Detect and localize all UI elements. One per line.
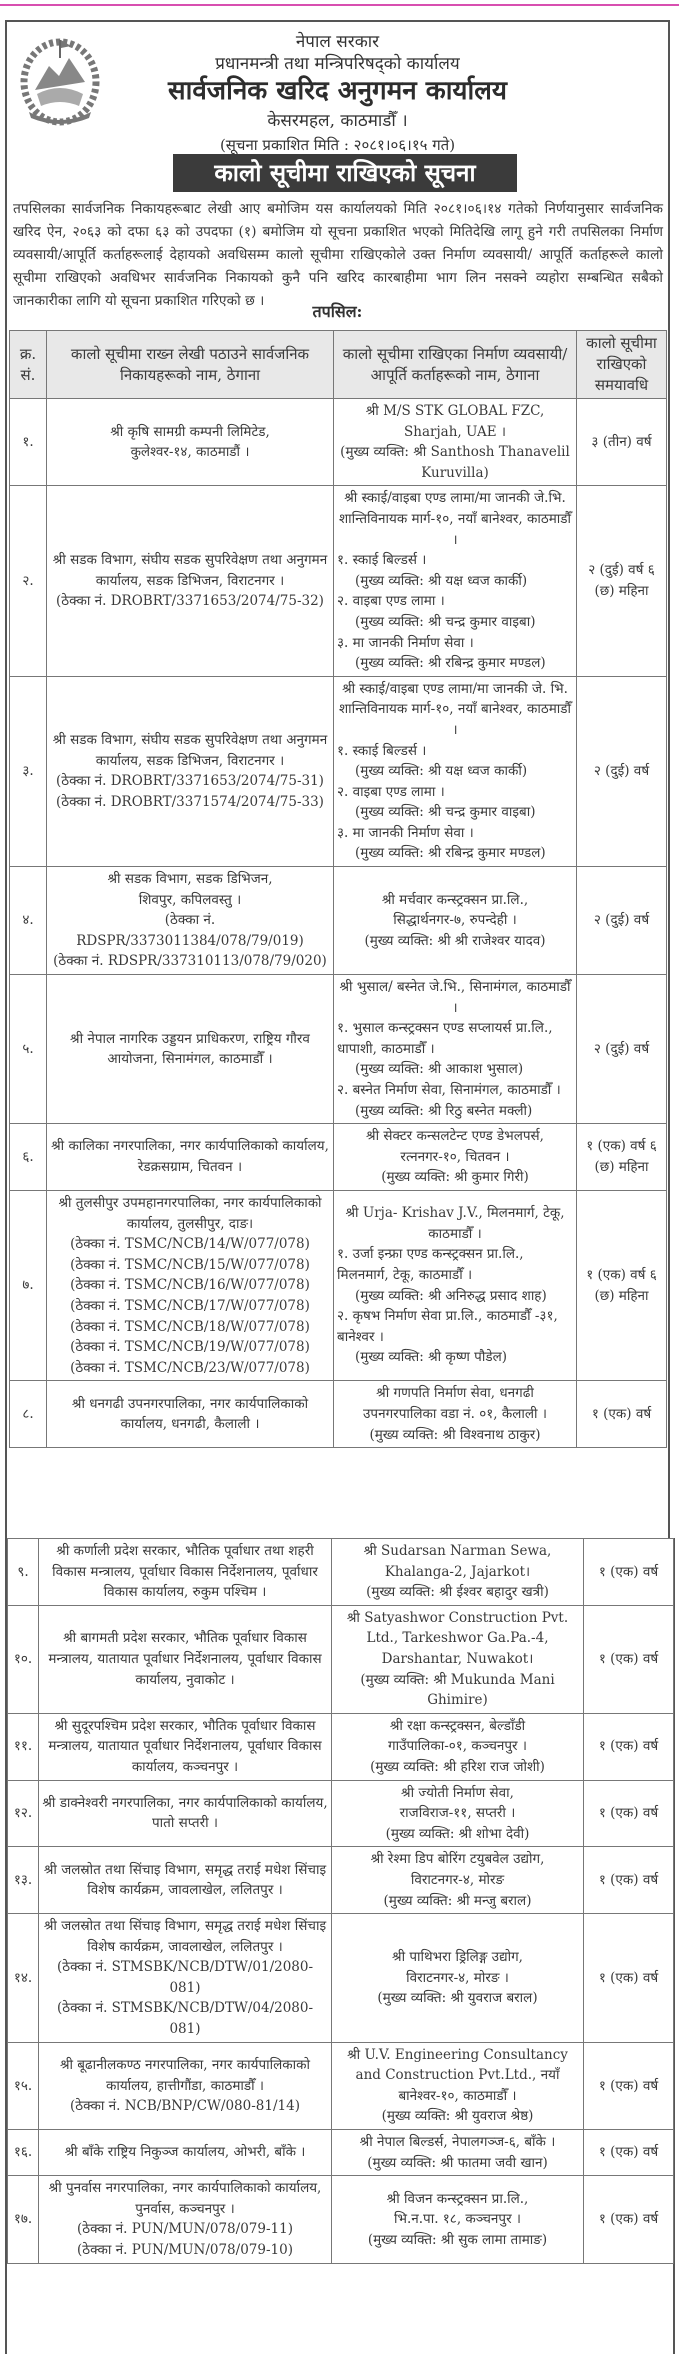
period-cell: २ (दुई) वर्ष ६ (छ) महिना — [577, 486, 667, 676]
contractor-head: श्री Urja- Krishav J.V., मिलनमार्ग, टेकू, काठमाडौँ । — [345, 1205, 565, 1242]
entity-line: श्री सडक विभाग, संघीय सडक सुपरिवेक्षण तथा अनुगमन कार्यालय, सडक डिभिजन, विराटनगर । — [52, 552, 328, 589]
period-cell: १ (एक) वर्ष — [584, 1847, 674, 1914]
top-border-line — [0, 4, 679, 6]
entity-line: श्री सडक विभाग, सडक डिभिजन, — [107, 871, 273, 888]
period-cell: ३ (तीन) वर्ष — [577, 399, 667, 486]
contractor-line: उपनगरपालिका वडा नं. ०१, कैलाली । — [363, 1405, 547, 1422]
contractor-line: (मुख्य व्यक्ति: श्री फातमा जवी खान) — [367, 2154, 548, 2171]
contractor-item-name: ३. मा जानकी निर्माण सेवा । — [337, 824, 474, 841]
entity-cell — [39, 2042, 332, 2129]
serial-cell: १. — [10, 399, 47, 486]
contractor-line: श्री ज्योती निर्माण सेवा, — [401, 1784, 514, 1801]
entity-cell — [47, 676, 334, 866]
header-contractor: कालो सूचीमा राखिएका निर्माण व्यवसायी/आपूर्ति कर्ताहरूको नाम, ठेगाना — [334, 331, 577, 399]
entity-cell — [39, 1914, 332, 2043]
period-cell: १ (एक) वर्ष — [584, 2042, 674, 2129]
contractor-line: विराटनगर-४, मोरङ — [410, 1871, 505, 1888]
entity-cell — [47, 1190, 334, 1380]
serial-cell: ८. — [10, 1381, 47, 1448]
entity-line: (ठेक्का नं. STMSBK/NCB/DTW/01/2080-081) — [56, 1959, 314, 1996]
header-serial: क्र. सं. — [10, 331, 47, 399]
contractor-line: श्री नेपाल बिल्डर्स, नेपालगञ्ज-६, बाँके । — [359, 2134, 556, 2151]
serial-cell: ३. — [10, 676, 47, 866]
period-cell: २ (दुई) वर्ष — [577, 676, 667, 866]
entity-line: (ठेक्का नं. RDSPR/3373011384/078/79/019) — [76, 912, 304, 949]
contractor-item-person: (मुख्य व्यक्ति: श्री चन्द्र कुमार वाइबा) — [355, 804, 536, 821]
contractor-cell — [334, 676, 577, 866]
contractor-line: श्री विजन कन्स्ट्रक्सन प्रा.लि., — [386, 2190, 529, 2207]
entity-cell — [39, 1713, 332, 1780]
serial-cell: १५. — [8, 2042, 39, 2129]
table-header-row — [10, 331, 667, 399]
contractor-cell — [332, 2130, 584, 2176]
notice-page-1 — [5, 20, 670, 1538]
entity-line: (ठेक्का नं. TSMC/NCB/14/W/077/078) — [70, 1236, 310, 1253]
period-cell: १ (एक) वर्ष — [584, 1914, 674, 2043]
period-cell: १ (एक) वर्ष ६ (छ) महिना — [577, 1190, 667, 1380]
table-row — [8, 1847, 674, 1914]
contractor-line: (मुख्य व्यक्ति: श्री ईश्वर बहादुर खत्री) — [366, 1584, 549, 1601]
period-cell: १ (एक) वर्ष — [584, 1539, 674, 1606]
contractor-cell — [332, 1539, 584, 1606]
contractor-cell — [334, 1124, 577, 1191]
serial-cell: ७. — [10, 1190, 47, 1380]
contractor-head: श्री स्काई/वाइबा एण्ड लामा/मा जानकी जे. भि. शान्तिविनायक मार्ग-१०, नयाँ बानेश्वर, काठमाडौँ । — [338, 680, 571, 738]
contractor-line: श्री पाथिभरा ड्रिलिङ्ग उद्योग, — [392, 1948, 523, 1965]
contractor-cell — [334, 486, 577, 676]
table-row — [8, 2130, 674, 2176]
contractor-line: गाउँपालिका-०१, कञ्चनपुर । — [388, 1738, 527, 1755]
entity-line: (ठेक्का नं. DROBRT/3371653/2074/75-32) — [56, 593, 324, 610]
entity-cell — [47, 1381, 334, 1448]
contractor-line: श्री रेश्मा डिप बोरिंग टयुबवेल उद्योग, — [370, 1851, 545, 1868]
contractor-line: श्री U.V. Engineering Consultancy and Construction Pvt.Ltd., नयाँ बानेश्वर-१०, काठमाडौँ । — [347, 2046, 568, 2104]
entity-line: शिवपुर, कपिलवस्तु । — [138, 891, 242, 908]
period-cell: १ (एक) वर्ष — [584, 2176, 674, 2263]
table-row — [10, 975, 667, 1124]
entity-line: श्री बूढानीलकण्ठ नगरपालिका, नगर कार्यपालिकाको कार्यालय, हात्तीगौंडा, काठमाडौँ । — [59, 2056, 311, 2094]
entity-line: श्री जलस्रोत तथा सिंचाइ विभाग, समृद्ध तराई मधेश सिंचाइ विशेष कार्यक्रम, जावलाखेल, ललितपुर । — [43, 1918, 327, 1955]
contractor-line: भि.न.पा. १८, कञ्चनपुर । — [393, 2211, 522, 2228]
contractor-line: (मुख्य व्यक्ति: श्री युवराज श्रेष्ठ) — [381, 2108, 534, 2125]
contractor-item-person: (मुख्य व्यक्ति: श्री रबिन्द्र कुमार मण्डल) — [355, 845, 546, 862]
serial-cell: ६. — [10, 1124, 47, 1191]
serial-cell: १६. — [8, 2130, 39, 2176]
entity-line: (ठेक्का नं. TSMC/NCB/18/W/077/078) — [70, 1318, 310, 1335]
table-row — [8, 1539, 674, 1606]
contractor-line: श्री Satyashwor Construction Pvt. Ltd., Tarkeshwor Ga.Pa.-4, Darshantar, Nuwakot। — [346, 1609, 569, 1667]
table-row — [8, 1605, 674, 1713]
header-period: कालो सूचीमा राखिएको समयावधि — [577, 331, 667, 399]
serial-cell: ११. — [8, 1713, 39, 1780]
contractor-cell — [334, 975, 577, 1124]
entity-line: (ठेक्का नं. TSMC/NCB/15/W/077/078) — [70, 1256, 310, 1273]
contractor-item-name: २. बस्नेत निर्माण सेवा, सिनामंगल, काठमाडौँ । — [337, 1082, 561, 1098]
period-cell: १ (एक) वर्ष — [584, 2130, 674, 2176]
period-cell: १ (एक) वर्ष — [577, 1381, 667, 1448]
entity-line: श्री सुदूरपश्चिम प्रदेश सरकार, भौतिक पूर्वाधार विकास मन्त्रालय, यातायात पूर्वाधार निर्देशनालय, पूर्वाधार विकास कार्यालय, कञ्चनपुर । — [48, 1717, 322, 1775]
entity-line: श्री जलस्रोत तथा सिंचाइ विभाग, समृद्ध तराई मधेश सिंचाइ विशेष कार्यक्रम, जावलाखेल, ललितपुर । — [43, 1861, 327, 1899]
period-cell: २ (दुई) वर्ष — [577, 975, 667, 1124]
table-row — [10, 399, 667, 486]
header-office: सार्वजनिक खरिद अनुगमन कार्यालय — [168, 76, 507, 106]
contractor-item-name: १. उर्जा इन्फ्रा एण्ड कन्स्ट्रक्सन प्रा.लि., मिलनमार्ग, टेकू, काठमाडौँ । — [337, 1246, 524, 1284]
contractor-cell — [334, 1190, 577, 1380]
header-government: नेपाल सरकार — [295, 32, 380, 52]
contractor-line: (मुख्य व्यक्ति: श्री श्री राजेश्वर यादव) — [364, 932, 546, 949]
entity-line: श्री बागमती प्रदेश सरकार, भौतिक पूर्वाधार विकास मन्त्रालय, यातायात पूर्वाधार निर्देशनालय, पूर्वाधार विकास कार्यालय, नुवाकोट । — [48, 1630, 322, 1688]
contractor-cell — [332, 1605, 584, 1713]
entity-line: (ठेक्का नं. DROBRT/3371574/2074/75-33) — [56, 793, 324, 810]
entity-line: कुलेश्वर-१४, काठमाडौं । — [130, 444, 250, 461]
contractor-item-person: (मुख्य व्यक्ति: श्री रबिन्द्र कुमार मण्डल) — [355, 655, 546, 672]
entity-line: (ठेक्का नं. TSMC/NCB/23/W/077/078) — [70, 1359, 310, 1376]
serial-cell: १३. — [8, 1847, 39, 1914]
table-row — [8, 2176, 674, 2263]
entity-line: श्री कृषि सामग्री कम्पनी लिमिटेड, — [110, 423, 270, 440]
contractor-line: श्री रक्षा कन्स्ट्रक्सन, बेल्डाँडी — [389, 1717, 526, 1734]
entity-line: (ठेक्का नं. STMSBK/NCB/DTW/04/2080-081) — [56, 2000, 314, 2038]
table-row — [8, 1914, 674, 2043]
entity-cell — [47, 1124, 334, 1191]
contractor-line: (मुख्य व्यक्ति: श्री हरिश राज जोशी) — [370, 1758, 545, 1775]
entity-cell — [47, 975, 334, 1124]
serial-cell: ४. — [10, 867, 47, 975]
table-row — [10, 676, 667, 866]
table-row — [8, 2042, 674, 2129]
header-ministry: प्रधानमन्त्री तथा मन्त्रिपरिषद्को कार्यालय — [215, 54, 460, 74]
contractor-line: (मुख्य व्यक्ति: श्री विश्वनाथ ठाकुर) — [369, 1426, 541, 1443]
serial-cell: १२. — [8, 1780, 39, 1847]
contractor-line: (मुख्य व्यक्ति: श्री युवराज बराल) — [377, 1990, 538, 2007]
table-row — [10, 1124, 667, 1191]
header-entity: कालो सूचीमा राख्न लेखी पठाउने सार्वजनिक निकायहरूको नाम, ठेगाना — [47, 331, 334, 399]
contractor-item-person: (मुख्य व्यक्ति: श्री यक्ष ध्वज कार्की) — [355, 572, 528, 589]
period-cell: २ (दुई) वर्ष — [577, 867, 667, 975]
entity-cell — [39, 1847, 332, 1914]
entity-line: (ठेक्का नं. DROBRT/3371653/2074/75-31) — [56, 773, 324, 790]
table-row — [10, 867, 667, 975]
notice-title: कालो सूचीमा राखिएको सूचना — [173, 154, 517, 192]
contractor-line: (मुख्य व्यक्ति: श्री सुक लामा तामाङ) — [367, 2231, 548, 2248]
entity-cell — [47, 486, 334, 676]
contractor-item-person: (मुख्य व्यक्ति: श्री चन्द्र कुमार वाइबा) — [355, 613, 536, 630]
contractor-item-person: (मुख्य व्यक्ति: श्री आकाश भुसाल) — [355, 1061, 524, 1078]
entity-line: (ठेक्का नं. PUN/MUN/078/079-11) — [77, 2221, 293, 2238]
serial-cell: १४. — [8, 1914, 39, 2043]
contractor-line: Sharjah, UAE । — [404, 423, 506, 440]
contractor-cell — [332, 1914, 584, 2043]
contractor-item-person: (मुख्य व्यक्ति: श्री यक्ष ध्वज कार्की) — [355, 763, 528, 780]
entity-line: (ठेक्का नं. RDSPR/337310113/078/79/020) — [53, 953, 327, 970]
entity-cell — [47, 867, 334, 975]
serial-cell: २. — [10, 486, 47, 676]
period-cell: १ (एक) वर्ष ६ (छ) महिना — [577, 1124, 667, 1191]
contractor-cell — [332, 1780, 584, 1847]
contractor-item-name: १. स्काई बिल्डर्स । — [337, 552, 427, 569]
contractor-line: विराटनगर-४, मोरङ । — [406, 1969, 509, 1986]
contractor-cell — [332, 1847, 584, 1914]
contractor-item-name: १. भुसाल कन्स्ट्रक्सन एण्ड सप्लायर्स प्रा.लि., धापाशी, काठमाडौँ । — [337, 1020, 553, 1057]
contractor-item-name: १. स्काई बिल्डर्स । — [337, 742, 427, 759]
contractor-item-name: ३. मा जानकी निर्माण सेवा । — [337, 634, 474, 651]
entity-cell — [39, 1539, 332, 1606]
contractor-cell — [334, 1381, 577, 1448]
entity-line: (ठेक्का नं. NCB/BNP/CW/080-81/14) — [70, 2098, 300, 2115]
contractor-line: राजविराज-११, सप्तरी । — [399, 1805, 516, 1822]
contractor-line: Khalanga-2, Jajarkot। — [384, 1563, 531, 1580]
table-row — [8, 1713, 674, 1780]
contractor-line: (मुख्य व्यक्ति: श्री शोभा देवी) — [385, 1825, 530, 1842]
serial-cell: ५. — [10, 975, 47, 1124]
entity-line: श्री बाँके राष्ट्रिय निकुञ्ज कार्यालय, ओभरी, बाँके । — [64, 2144, 306, 2161]
serial-cell: १७. — [8, 2176, 39, 2263]
blacklist-table-part1 — [9, 330, 667, 1448]
table-row — [10, 1381, 667, 1448]
published-date: (सूचना प्रकाशित मिति : २०८१।०६।१५ गते) — [219, 136, 456, 154]
blacklist-table-part2 — [7, 1538, 674, 2264]
entity-cell — [39, 2130, 332, 2176]
contractor-line: श्री गणपति निर्माण सेवा, धनगढी — [376, 1385, 534, 1402]
contractor-item-name: २. वाइबा एण्ड लामा । — [337, 593, 445, 610]
table-row — [10, 1190, 667, 1380]
contractor-cell — [332, 2176, 584, 2263]
contractor-cell — [332, 2042, 584, 2129]
contractor-line: रत्ननगर-१०, चितवन । — [400, 1148, 510, 1165]
contractor-item-name: २. कृषभ निर्माण सेवा प्रा.लि., काठमाडौँ -३१, बानेश्वर । — [337, 1308, 558, 1345]
contractor-cell — [334, 867, 577, 975]
contractor-head: श्री स्काई/वाइबा एण्ड लामा/मा जानकी जे.भि. शान्तिविनायक मार्ग-१०, नयाँ बानेश्वर, काठमाडौँ । — [338, 490, 571, 548]
entity-line: श्री डाक्नेश्वरी नगरपालिका, नगर कार्यपालिकाको कार्यालय, पातो सप्तरी । — [42, 1794, 328, 1832]
entity-cell — [47, 399, 334, 486]
contractor-item-person: (मुख्य व्यक्ति: श्री कृष्ण पौडेल) — [355, 1349, 507, 1366]
contractor-head: श्री भुसाल/ बस्नेत जे.भि., सिनामंगल, काठमाडौँ । — [339, 979, 571, 1016]
contractor-line: श्री Sudarsan Narman Sewa, — [363, 1543, 552, 1559]
contractor-line: (मुख्य व्यक्ति: श्री Mukunda Mani Ghimire) — [360, 1671, 555, 1709]
contractor-line: श्री सेक्टर कन्सलटेन्ट एण्ड डेभलपर्स, — [366, 1128, 544, 1145]
contractor-line: श्री M/S STK GLOBAL FZC, — [365, 403, 545, 419]
serial-cell: ९. — [8, 1539, 39, 1606]
entity-cell — [39, 1605, 332, 1713]
period-cell: १ (एक) वर्ष — [584, 1605, 674, 1713]
entity-cell — [39, 1780, 332, 1847]
entity-line: (ठेक्का नं. TSMC/NCB/16/W/077/078) — [70, 1277, 310, 1294]
serial-cell: १०. — [8, 1605, 39, 1713]
contractor-cell — [332, 1713, 584, 1780]
entity-line: श्री सडक विभाग, संघीय सडक सुपरिवेक्षण तथा अनुगमन कार्यालय, सडक डिभिजन, विराटनगर । — [52, 732, 328, 769]
entity-line: श्री तुलसीपुर उपमहानगरपालिका, नगर कार्यपालिकाको कार्यालय, तुलसीपुर, दाङ। — [58, 1194, 322, 1232]
contractor-item-person: (मुख्य व्यक्ति: श्री अनिरुद्ध प्रसाद शाह) — [355, 1287, 547, 1304]
contractor-line: (मुख्य व्यक्ति: श्री Santhosh Thanavelil Kuruvilla) — [340, 444, 570, 481]
period-cell: १ (एक) वर्ष — [584, 1780, 674, 1847]
contractor-line: श्री मर्चवार कन्स्ट्रक्सन प्रा.लि., — [381, 891, 529, 908]
header-address: केसरमहल, काठमाडौँ । — [267, 111, 408, 131]
contractor-line: (मुख्य व्यक्ति: श्री कुमार गिरी) — [381, 1169, 529, 1186]
tapsil-label: तपसिल: — [312, 302, 363, 321]
contractor-cell — [334, 399, 577, 486]
entity-line: श्री कर्णाली प्रदेश सरकार, भौतिक पूर्वाधार तथा शहरी विकास मन्त्रालय, पूर्वाधार विकास निर्देशनालय, पूर्वाधार विकास कार्यालय, रुकुम पश्चिम । — [52, 1543, 318, 1601]
entity-line: (ठेक्का नं. PUN/MUN/078/079-10) — [77, 2242, 293, 2258]
contractor-item-person: (मुख्य व्यक्ति: श्री रिठु बस्नेत मक्ली) — [355, 1102, 533, 1119]
notice-page-2 — [5, 1538, 675, 2354]
entity-cell — [39, 2176, 332, 2263]
entity-line: (ठेक्का नं. TSMC/NCB/17/W/077/078) — [70, 1297, 310, 1314]
table-row — [8, 1780, 674, 1847]
contractor-item-name: २. वाइबा एण्ड लामा । — [337, 783, 445, 800]
contractor-line: (मुख्य व्यक्ति: श्री मन्जु बराल) — [383, 1892, 532, 1909]
entity-line: श्री कालिका नगरपालिका, नगर कार्यपालिकाको कार्यालय, रेडक्रसग्राम, चितवन । — [51, 1138, 329, 1176]
contractor-line: सिद्धार्थनगर-७, रुपन्देही । — [393, 912, 517, 929]
entity-line: श्री पुनर्वास नगरपालिका, नगर कार्यपालिकाको कार्यालय, पुनर्वास, कञ्चनपुर । — [48, 2180, 322, 2217]
period-cell: १ (एक) वर्ष — [584, 1713, 674, 1780]
entity-line: (ठेक्का नं. TSMC/NCB/19/W/077/078) — [70, 1339, 310, 1356]
table-row — [10, 486, 667, 676]
entity-line: श्री धनगढी उपनगरपालिका, नगर कार्यपालिकाको कार्यालय, धनगढी, कैलाली । — [71, 1395, 309, 1433]
entity-line: श्री नेपाल नागरिक उड्डयन प्राधिकरण, राष्ट्रिय गौरव आयोजना, सिनामंगल, काठमाडौँ । — [70, 1030, 310, 1068]
intro-paragraph: तपसिलका सार्वजनिक निकायहरूबाट लेखी आए बमोजिम यस कार्यालयको मिति २०८१।०६।१४ गतेको निर्णयानुसार सार्वजनिक खरिद ऐन, २०६३ को दफा ६३ को उपदफा (१) बमोजिम यो सूचना प्रकाशित भएको मितिदेखि लागू हुने गरी तपसिलका निर्माण व्यवसायी/आपूर्ति कर्ताहरूलाई देहायको अवधिसम्म कालो सूचीमा राखिएकोले उक्त निर्माण व्यवसायी/ आपूर्ति कर्ताहरूले कालो सूचीमा राखिएको अवधिभर सार्वजनिक निकायको कुनै पनि खरिद कारबाहीमा भाग लिन नसक्ने व्यहोरा सम्बन्धित सबैको जानकारीका लागि यो सूचना प्रकाशित गरिएको छ । — [13, 201, 663, 309]
